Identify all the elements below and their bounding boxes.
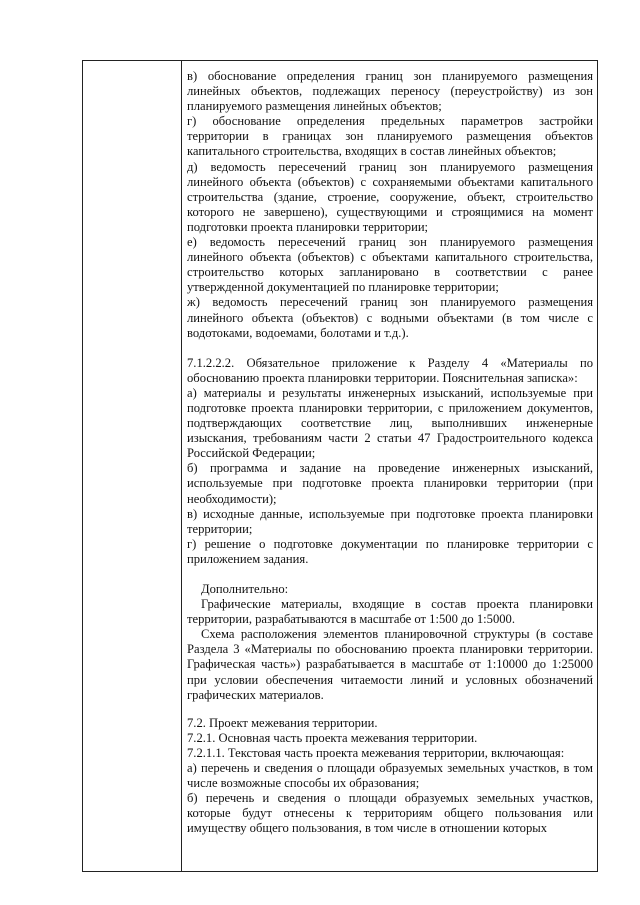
section-a-list xyxy=(187,69,593,341)
subsection-heading: 7.2.1.1. Текстовая часть проекта межевания территории, включающая: xyxy=(187,745,565,760)
table-left-column xyxy=(83,61,182,871)
list-item: а) материалы и результаты инженерных изысканий, используемые при подготовке проекта планировки территории, с приложением документов, подтверждающих соответствие лиц, выполнивших инженерные изыскания, требованиям части 2 статьи 47 Градостроительного кодекса Российской Федерации; xyxy=(187,385,593,461)
section-title: Дополнительно: xyxy=(201,582,289,596)
list-item: в) исходные данные, используемые при подготовке проекта планировки территории; xyxy=(187,506,593,536)
list-item: г) обоснование определения предельных параметров застройки территории в границах зон планируемого размещения объектов капитального строительства, входящих в состав линейных объектов; xyxy=(187,114,593,159)
paragraph: Схема расположения элементов планировочной структуры (в составе Раздела 3 «Материалы по обоснованию проекта планировки территории. Графическая часть») разрабатывается в масштабе от 1:10000 до 1:25000 при условии обеспечения читаемости линий и условных обозначений графических материалов. xyxy=(187,627,593,702)
list-item: е) ведомость пересечений границ зон планируемого размещения линейного объекта (объектов) с объектами капитального строительства, строительство которых запланировано в соответствии с ранее утвержденной документацией по планировке территории; xyxy=(187,235,593,295)
section-heading: 7.2. Проект межевания территории. xyxy=(187,715,378,730)
document-table xyxy=(82,60,598,872)
list-item: б) программа и задание на проведение инженерных изысканий, используемые при подготовке проекта планировки территории (при необходимости); xyxy=(187,461,593,506)
section-b xyxy=(187,356,593,567)
list-item: а) перечень и сведения о площади образуемых земельных участков, в том числе возможные способы их образования; xyxy=(187,761,593,791)
table-right-column xyxy=(182,61,597,871)
list-item: ж) ведомость пересечений границ зон планируемого размещения линейного объекта (объектов) с водными объектами (в том числе с водотоками, водоемами, болотами и т.д.). xyxy=(187,295,593,340)
list-item: д) ведомость пересечений границ зон планируемого размещения линейного объекта (объектов) с сохраняемыми объектами капитального строительства (здание, строение, сооружение, объект, строительство которого не завершено), существующими и строящимися на момент подготовки проекта планировки территории; xyxy=(187,159,593,234)
section-heading: 7.1.2.2.2. Обязательное приложение к Разделу 4 «Материалы по обоснованию проекта планировки территории. Пояснительная записка»: xyxy=(187,355,593,385)
section-c xyxy=(187,582,593,703)
subsection-heading: 7.2.1. Основная часть проекта межевания территории. xyxy=(187,730,478,745)
paragraph: Графические материалы, входящие в состав проекта планировки территории, разрабатываются в масштабе от 1:500 до 1:5000. xyxy=(187,597,593,627)
list-item: в) обоснование определения границ зон планируемого размещения линейных объектов, подлежащих переносу (переустройству) из зон планируемого размещения линейных объектов; xyxy=(187,69,593,114)
list-item: б) перечень и сведения о площади образуемых земельных участков, которые будут отнесены к территориям общего пользования или имуществу общего пользования, в том числе в отношении которых xyxy=(187,791,593,836)
section-d xyxy=(187,716,593,837)
list-item: г) решение о подготовке документации по планировке территории с приложением задания. xyxy=(187,536,593,566)
